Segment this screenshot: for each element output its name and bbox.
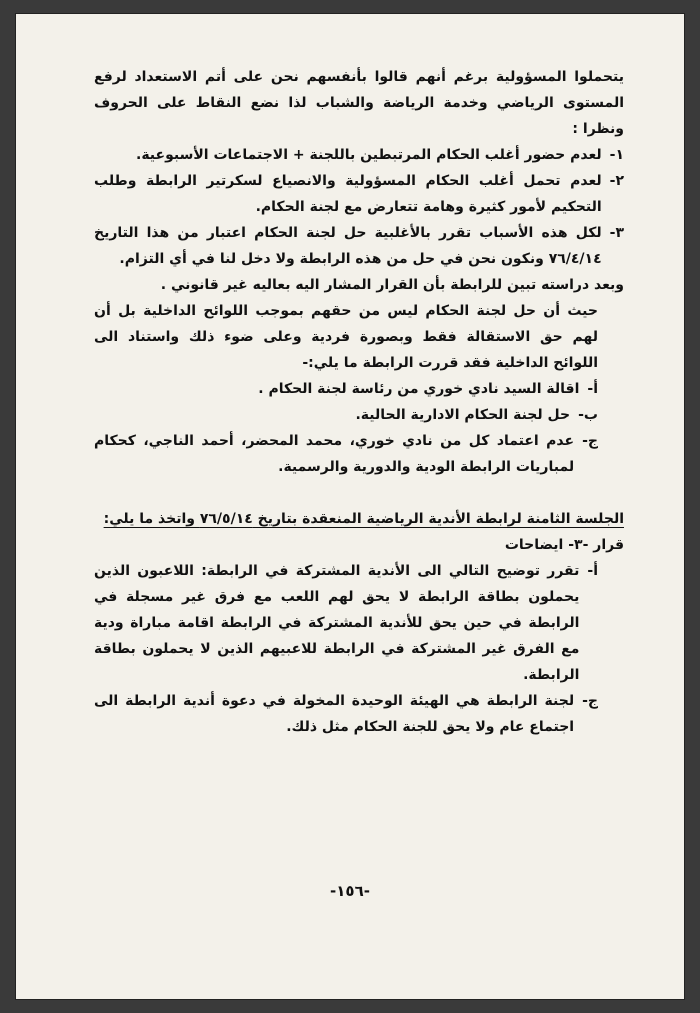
point-number: ١-: [609, 147, 624, 163]
page-number: -١٥٦-: [330, 882, 370, 900]
document-page: [16, 14, 684, 999]
list-item: [94, 688, 624, 740]
point-number: ٣-: [609, 225, 624, 241]
clarification-letter: ج-: [582, 693, 598, 709]
decision-text: اقالة السيد نادي خوري من رئاسة لجنة الحكام .: [258, 381, 580, 397]
session-heading: الجلسة الثامنة لرابطة الأندية الرياضية المنعقدة بتاريخ ٧٦/٥/١٤ واتخذ ما يلي:: [103, 511, 624, 527]
list-item: [94, 376, 624, 402]
clarification-letter: أ-: [587, 563, 598, 579]
whereas-paragraph: حيث أن حل لجنة الحكام ليس من حقهم بموجب اللوائح الداخلية بل أن لهم حق الاستقالة فقط وبصورة فردية وعلى ضوء ذلك واستناد الى اللوائح الداخلية فقد قررت الرابطة ما يلي:-: [94, 303, 598, 371]
clarification-text: تقرر توضيح التالي الى الأندية المشتركة في الرابطة: اللاعبون الذين يحملون بطاقة الرابطة لا يحق لهم اللعب مع فرق غير مسجلة في الرابطة في حين يحق للأندية المشتركة في الرابطة اقامة مباراة ودية مع الفرق غير المشتركة في الرابطة للاعبيهم الذين لا يحملون بطاقة الرابطة.: [94, 563, 580, 683]
list-item: [94, 142, 624, 168]
decision-text: عدم اعتماد كل من نادي خوري، محمد المحضر، أحمد الناجي، كحكام لمباريات الرابطة الودية والدورية والرسمية.: [94, 433, 575, 475]
resolution-title: قرار -٣- ايضاحات: [504, 537, 624, 553]
clarification-text: لجنة الرابطة هي الهيئة الوحيدة المخولة في دعوة أندية الرابطة الى اجتماع عام ولا يحق للجنة الحكام مثل ذلك.: [94, 693, 575, 735]
list-item: [94, 402, 624, 428]
after-study-paragraph: وبعد دراسته تبين للرابطة بأن القرار المشار اليه بعاليه غير قانوني .: [160, 277, 624, 293]
document-body: [94, 64, 624, 740]
list-item: [94, 558, 624, 688]
list-item: [94, 220, 624, 272]
list-item: [94, 168, 624, 220]
point-number: ٢-: [609, 173, 624, 189]
point-text: لكل هذه الأسباب تقرر بالأغلبية حل لجنة الحكام اعتبار من هذا التاريخ ٧٦/٤/١٤ ونكون نحن في حل من هذه الرابطة ولا دخل لنا في أي التزام.: [94, 225, 602, 267]
point-text: لعدم حضور أغلب الحكام المرتبطين باللجنة + الاجتماعات الأسبوعية.: [136, 147, 602, 163]
decision-letter: ج-: [582, 433, 598, 449]
list-item: [94, 428, 624, 480]
point-text: لعدم تحمل أغلب الحكام المسؤولية والانصياع لسكرتير الرابطة وطلب التحكيم لأمور كثيرة وهامة تتعارض مع لجنة الحكام.: [94, 173, 602, 215]
decision-text: حل لجنة الحكام الادارية الحالية.: [355, 407, 571, 423]
intro-paragraph: يتحملوا المسؤولية برغم أنهم قالوا بأنفسهم نحن على أتم الاستعداد لرفع المستوى الرياضي وخدمة الرياضة والشباب لذا نضع النقاط على الحروف ونظرا :: [94, 69, 624, 137]
decision-letter: أ-: [587, 381, 598, 397]
decision-letter: ب-: [578, 407, 598, 423]
